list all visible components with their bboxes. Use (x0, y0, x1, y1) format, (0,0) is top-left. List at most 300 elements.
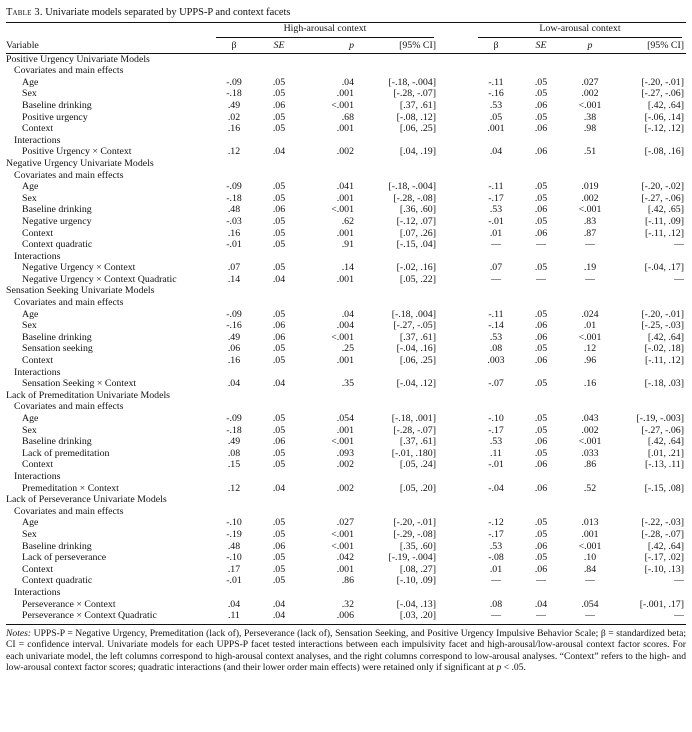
table-row (6, 77, 686, 89)
cell-low-p: .033 (581, 447, 599, 459)
cell-high-se: .05 (272, 459, 286, 471)
cell-low-ci: [-.25, -.03] (641, 320, 684, 332)
cell-high-beta: .04 (227, 598, 241, 610)
cell-high-se: .05 (272, 424, 286, 436)
cell-low-p: — (585, 239, 595, 251)
header-gap (438, 23, 474, 38)
table-row (6, 100, 686, 112)
cell-low-se: .05 (534, 88, 548, 100)
cell-high-p (302, 65, 354, 77)
cell-low-beta: .01 (489, 563, 503, 575)
cell-low-beta: -.01 (488, 459, 504, 471)
cell-high-ci (354, 587, 438, 599)
cell-low-beta (474, 367, 518, 379)
cell-low-p: .12 (583, 343, 597, 355)
cell-gap (438, 436, 474, 448)
cell-low-ci: [.01, .21] (647, 447, 684, 459)
cell-gap (438, 135, 474, 147)
cell-low-beta: -.11 (488, 76, 504, 88)
cell-gap (438, 146, 474, 158)
table-row (6, 112, 686, 124)
cell-high-se (256, 506, 302, 518)
cell-high-p (302, 390, 354, 402)
cell-high-beta (212, 135, 256, 147)
cell-low-beta (474, 390, 518, 402)
cell-high-p: .027 (336, 517, 354, 529)
cell-low-se (518, 297, 564, 309)
cell-high-p: .093 (336, 447, 354, 459)
cell-high-ci (354, 506, 438, 518)
cell-low-ci: [-.27, -.06] (641, 192, 684, 204)
cell-low-se (518, 65, 564, 77)
cell-high-se (256, 65, 302, 77)
cell-high-se (256, 587, 302, 599)
cell-low-se: .06 (534, 355, 548, 367)
cell-high-se (256, 53, 302, 65)
cell-gap (438, 448, 474, 460)
cell-low-beta (474, 494, 518, 506)
cell-low-beta (474, 158, 518, 170)
cell-low-ci: [-.11, .09] (645, 215, 684, 227)
cell-gap (438, 390, 474, 402)
cell-low-p: .002 (581, 192, 599, 204)
cell-high-ci: [-.04, .12] (396, 378, 436, 390)
cell-high-beta (212, 390, 256, 402)
cell-low-se: — (536, 575, 546, 587)
table-row (6, 123, 686, 135)
cell-low-se: .05 (534, 447, 548, 459)
table-row (6, 193, 686, 205)
cell-high-se: .04 (272, 598, 286, 610)
table-row (6, 459, 686, 471)
row-label: Context quadratic (22, 575, 93, 587)
cell-low-beta (474, 471, 518, 483)
cell-low-beta: -.11 (488, 181, 504, 193)
cell-low-beta: .04 (489, 146, 503, 158)
cell-low-p: .054 (581, 598, 599, 610)
cell-high-se (256, 285, 302, 297)
cell-low-ci: [.42, .64] (647, 331, 684, 343)
header-low-ci: [95% CI] (616, 38, 686, 54)
cell-low-ci: — (616, 610, 686, 624)
cell-high-ci: [.05, .24] (399, 459, 436, 471)
cell-low-ci: — (674, 575, 684, 587)
cell-gap (438, 401, 474, 413)
table-caption (6, 6, 686, 19)
cell-high-se: .04 (272, 273, 286, 285)
cell-high-se: .05 (272, 447, 286, 459)
cell-gap (438, 88, 474, 100)
cell-high-p: .041 (336, 181, 354, 193)
cell-low-ci: [-.13, .11] (645, 459, 684, 471)
cell-low-p: — (564, 610, 616, 624)
cell-high-se (256, 170, 302, 182)
cell-high-ci: [.07, .26] (399, 227, 436, 239)
cell-high-beta: -.01 (226, 239, 242, 251)
row-label: Interactions (14, 366, 61, 378)
cell-high-beta: .07 (227, 262, 241, 274)
cell-low-ci: [-.10, .13] (644, 563, 684, 575)
cell-high-ci (354, 251, 438, 263)
cell-high-p: .04 (341, 308, 354, 320)
cell-high-ci: [-.04, .13] (396, 598, 436, 610)
cell-high-p: .04 (341, 76, 354, 88)
cell-high-beta: -.03 (226, 215, 242, 227)
cell-low-p: .027 (581, 76, 599, 88)
cell-high-se: .04 (272, 482, 286, 494)
cell-high-se: .05 (272, 552, 286, 564)
table-row (6, 181, 686, 193)
cell-low-p: .51 (583, 146, 597, 158)
cell-high-ci: [-.02, .16] (396, 262, 436, 274)
cell-high-ci (354, 53, 438, 65)
cell-low-ci: — (674, 273, 684, 285)
cell-high-se: .05 (272, 343, 286, 355)
cell-low-p: .043 (581, 413, 599, 424)
cell-gap (438, 239, 474, 251)
row-label: Covariates and main effects (14, 401, 124, 413)
cell-low-se: .05 (534, 517, 548, 529)
cell-gap (438, 170, 474, 182)
row-label: Sex (22, 88, 37, 100)
cell-high-ci (354, 401, 438, 413)
cell-low-p: .38 (583, 111, 597, 123)
cell-low-ci: [.42, .65] (647, 204, 684, 216)
cell-high-ci: [-.15, .04] (396, 239, 436, 251)
cell-low-se (518, 401, 564, 413)
row-label: Context (22, 123, 54, 135)
notes-label: Notes: (6, 627, 32, 639)
cell-low-beta: -.01 (488, 215, 504, 227)
cell-low-se (518, 494, 564, 506)
cell-low-p: .019 (581, 181, 599, 193)
cell-high-ci: [-.08, .12] (396, 111, 436, 123)
cell-high-beta: .16 (227, 123, 241, 135)
cell-low-ci: [-.27, -.06] (641, 424, 684, 436)
row-label: Interactions (14, 470, 61, 482)
cell-gap (438, 297, 474, 309)
cell-gap (438, 216, 474, 228)
table-row (6, 517, 686, 529)
cell-high-p (302, 251, 354, 263)
cell-high-p (302, 587, 354, 599)
cell-low-ci (616, 587, 686, 599)
cell-low-p: .10 (583, 552, 597, 564)
cell-high-ci: [-.29, -.08] (393, 528, 436, 540)
cell-low-ci (616, 65, 686, 77)
cell-low-p: .19 (583, 262, 597, 274)
cell-low-p: .01 (583, 320, 597, 332)
cell-high-ci: [-.19, -.004] (388, 552, 436, 564)
row-label: Covariates and main effects (14, 505, 124, 517)
cell-gap (438, 274, 474, 286)
cell-low-p (564, 251, 616, 263)
cell-low-p: <.001 (578, 540, 602, 552)
cell-gap (438, 355, 474, 367)
table-row (6, 320, 686, 332)
table-row (6, 552, 686, 564)
cell-high-p: .91 (341, 239, 354, 251)
subsection-row (6, 135, 686, 147)
row-label: Covariates and main effects (14, 65, 124, 77)
cell-high-beta: .08 (227, 447, 241, 459)
cell-high-beta: -.09 (226, 413, 242, 424)
cell-high-p: .054 (336, 413, 354, 424)
cell-low-ci: [-.11, .12] (645, 355, 684, 367)
cell-low-ci: [-.12, .12] (644, 123, 684, 135)
cell-gap (438, 552, 474, 564)
cell-low-beta: -.17 (488, 424, 504, 436)
header-low-se: SE (518, 38, 564, 54)
cell-high-beta (212, 401, 256, 413)
cell-low-ci: [-.18, .03] (644, 378, 684, 390)
header-low-beta: β (474, 38, 518, 54)
table-row (6, 239, 686, 251)
cell-low-ci (616, 401, 686, 413)
cell-low-ci: [-.06, .14] (644, 111, 684, 123)
table-row (6, 541, 686, 553)
cell-low-ci: [-.19, -.003] (636, 413, 684, 424)
cell-high-p: .002 (336, 146, 354, 158)
row-label: Interactions (14, 586, 61, 598)
cell-high-se: .05 (272, 413, 286, 424)
cell-low-se (518, 506, 564, 518)
cell-low-se: — (518, 610, 564, 624)
cell-high-beta: .04 (227, 378, 241, 390)
cell-gap (438, 378, 474, 390)
cell-high-beta (212, 251, 256, 263)
cell-low-ci (616, 251, 686, 263)
cell-high-beta: .48 (227, 204, 241, 216)
cell-low-beta: .11 (490, 447, 502, 459)
table-row (6, 355, 686, 367)
cell-low-ci: [.42, .64] (647, 540, 684, 552)
cell-gap (438, 413, 474, 425)
cell-low-ci: — (674, 239, 684, 251)
cell-gap (438, 587, 474, 599)
row-label: Baseline drinking (22, 540, 92, 552)
cell-high-p: .14 (341, 262, 354, 274)
cell-low-ci (616, 285, 686, 297)
row-label: Negative urgency (22, 215, 92, 227)
cell-low-p: .002 (581, 88, 599, 100)
cell-high-ci (354, 65, 438, 77)
cell-low-ci: [-.17, .02] (644, 552, 684, 564)
table-row (6, 343, 686, 355)
cell-high-p: .68 (341, 111, 354, 123)
row-label: Baseline drinking (22, 331, 92, 343)
cell-high-ci (354, 297, 438, 309)
table-row (6, 483, 686, 495)
cell-high-beta: .06 (227, 343, 241, 355)
cell-gap (438, 425, 474, 437)
cell-low-beta: — (474, 610, 518, 624)
cell-low-beta: .07 (489, 262, 503, 274)
cell-high-p: .002 (336, 459, 354, 471)
cell-low-beta: -.16 (488, 88, 504, 100)
cell-low-ci: [-.04, .17] (644, 262, 684, 274)
cell-high-se: .05 (272, 517, 286, 529)
cell-low-ci: [-.08, .16] (644, 146, 684, 158)
cell-low-se: .05 (534, 262, 548, 274)
cell-low-se: .06 (534, 99, 548, 111)
cell-low-p (564, 170, 616, 182)
cell-low-se: .05 (534, 552, 548, 564)
header-variable: Variable (6, 38, 212, 54)
cell-high-p: .35 (341, 378, 354, 390)
cell-low-se: — (536, 239, 546, 251)
header-high-ci: [95% CI] (354, 38, 438, 54)
row-label: Age (22, 76, 39, 88)
cell-low-beta (474, 401, 518, 413)
table-row (6, 228, 686, 240)
cell-high-se: .05 (272, 308, 286, 320)
cell-low-p: .87 (583, 227, 597, 239)
cell-low-beta (474, 587, 518, 599)
cell-gap (438, 204, 474, 216)
cell-low-se: .05 (534, 76, 548, 88)
cell-low-beta (474, 251, 518, 263)
cell-low-se: .06 (534, 436, 548, 448)
cell-low-beta: -.04 (488, 482, 504, 494)
cell-high-ci: [.05, .22] (399, 273, 436, 285)
cell-high-ci: [-.28, -.07] (393, 424, 436, 436)
cell-low-p (564, 135, 616, 147)
cell-gap (438, 610, 474, 624)
cell-high-beta (212, 65, 256, 77)
row-label: Context (22, 459, 54, 471)
cell-low-p: .16 (583, 378, 597, 390)
table-notes (6, 628, 686, 674)
row-label: Baseline drinking (22, 436, 92, 448)
row-label: Sex (22, 320, 37, 332)
cell-low-p: .98 (583, 123, 597, 135)
cell-gap (438, 53, 474, 65)
row-label: Negative Urgency × Context (22, 262, 136, 274)
cell-low-p (564, 401, 616, 413)
cell-gap (438, 228, 474, 240)
row-label: Sex (22, 424, 37, 436)
cell-low-p (564, 506, 616, 518)
cell-high-se: .04 (272, 146, 286, 158)
cell-high-beta: -.09 (226, 181, 242, 193)
cell-high-beta (212, 158, 256, 170)
cell-low-se: .05 (534, 424, 548, 436)
table-row (6, 146, 686, 158)
cell-high-p (302, 367, 354, 379)
cell-high-ci (354, 367, 438, 379)
cell-low-ci (616, 297, 686, 309)
cell-high-se: .05 (272, 262, 286, 274)
cell-low-p: .83 (583, 215, 597, 227)
cell-low-se: .05 (534, 378, 548, 390)
cell-low-beta (474, 506, 518, 518)
cell-high-se: .06 (272, 436, 286, 448)
cell-high-se (256, 135, 302, 147)
cell-high-se: .05 (272, 76, 286, 88)
row-label: Negative Urgency Univariate Models (6, 157, 154, 169)
table-row (6, 274, 686, 286)
cell-gap (438, 541, 474, 553)
cell-high-ci (354, 390, 438, 402)
cell-high-p (302, 53, 354, 65)
cell-low-se (518, 390, 564, 402)
table-row (6, 262, 686, 274)
cell-low-se: .05 (534, 215, 548, 227)
cell-high-se: .05 (272, 355, 286, 367)
cell-low-se (518, 367, 564, 379)
cell-high-beta (212, 587, 256, 599)
cell-low-beta (474, 285, 518, 297)
row-label: Interactions (14, 134, 61, 146)
cell-gap (438, 158, 474, 170)
cell-gap (438, 564, 474, 576)
cell-low-beta: .53 (489, 540, 503, 552)
cell-high-ci: [-.18, -.004] (388, 76, 436, 88)
section-row (6, 158, 686, 170)
cell-high-beta: .12 (227, 482, 241, 494)
cell-low-ci: [-.22, -.03] (641, 517, 684, 529)
cell-low-se: .05 (534, 308, 548, 320)
cell-high-beta (212, 170, 256, 182)
cell-gap (438, 483, 474, 495)
cell-low-se: — (536, 273, 546, 285)
row-label: Perseverance × Context Quadratic (6, 610, 212, 624)
row-label: Perseverance × Context (22, 598, 116, 610)
cell-high-ci (354, 285, 438, 297)
section-row (6, 285, 686, 297)
cell-gap (438, 471, 474, 483)
row-label: Sensation Seeking × Context (22, 378, 137, 390)
cell-low-ci (616, 53, 686, 65)
cell-low-p: — (585, 273, 595, 285)
table-row (6, 529, 686, 541)
cell-high-beta: -.09 (226, 76, 242, 88)
cell-low-p: <.001 (578, 99, 602, 111)
notes-text-2: < .05. (501, 661, 526, 673)
cell-low-p (564, 587, 616, 599)
cell-high-ci: [-.18, .004] (391, 308, 436, 320)
cell-gap (438, 529, 474, 541)
cell-high-ci: [.37, .61] (399, 331, 436, 343)
cell-high-beta (212, 471, 256, 483)
cell-high-beta: .17 (227, 563, 241, 575)
cell-high-p: <.001 (331, 436, 354, 448)
cell-low-ci (616, 471, 686, 483)
cell-high-beta: .11 (212, 610, 256, 624)
cell-high-p: .004 (336, 320, 354, 332)
cell-low-se (518, 135, 564, 147)
cell-high-ci: [-.27, -.05] (393, 320, 436, 332)
cell-high-se (256, 367, 302, 379)
cell-high-beta: .02 (227, 111, 241, 123)
cell-high-se: .05 (272, 111, 286, 123)
cell-high-beta: -.01 (226, 575, 242, 587)
cell-high-se: .05 (272, 181, 286, 193)
cell-high-se: .05 (272, 192, 286, 204)
table-row (6, 599, 686, 611)
cell-low-ci: [-.20, -.01] (641, 76, 684, 88)
cell-high-p: .042 (336, 552, 354, 564)
cell-high-ci (354, 471, 438, 483)
cell-high-p: .006 (302, 610, 354, 624)
cell-high-p (302, 285, 354, 297)
cell-gap (438, 251, 474, 263)
cell-gap (438, 367, 474, 379)
cell-low-p: .84 (583, 563, 597, 575)
cell-low-p: .013 (581, 517, 599, 529)
cell-high-p: <.001 (331, 540, 354, 552)
